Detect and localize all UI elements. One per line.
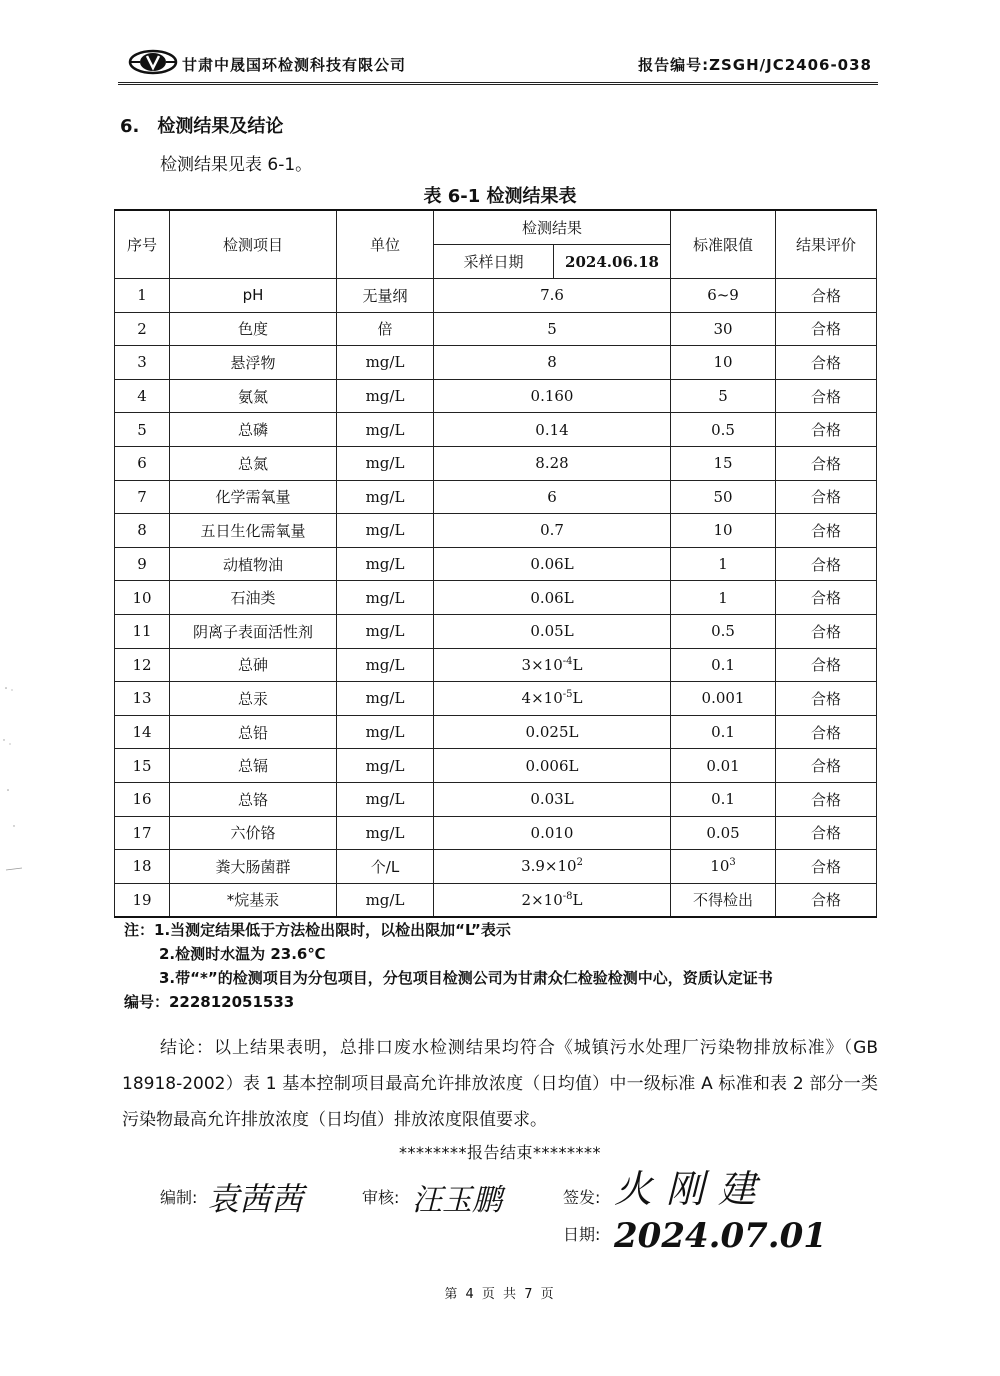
cell-limit: 0.1 (671, 648, 776, 682)
compiled-signature-image (205, 1170, 315, 1220)
header-result: 检测结果 (434, 210, 671, 245)
cell-unit: 个/L (337, 850, 434, 884)
cell-evaluation: 合格 (776, 446, 877, 480)
cell-limit: 10 (671, 346, 776, 380)
header-sample-date: 2024.06.18 (554, 245, 671, 279)
cell-seq: 19 (115, 883, 170, 917)
cell-item: 阴离子表面活性剂 (170, 614, 337, 648)
cell-limit: 0.5 (671, 413, 776, 447)
result-exponent: -5 (562, 689, 573, 701)
section-title-text: 检测结果及结论 (157, 116, 284, 137)
cell-evaluation: 合格 (776, 581, 877, 615)
table-row (115, 346, 877, 380)
result-exponent: -4 (562, 655, 573, 667)
table-row (115, 446, 877, 480)
intro-text: 检测结果见表 6-1。 (160, 155, 313, 175)
cell-evaluation: 合格 (776, 514, 877, 548)
header-sample-date-label: 采样日期 (434, 245, 554, 279)
cell-item: 总镉 (170, 749, 337, 783)
signature-date (563, 1222, 600, 1245)
cell-evaluation: 合格 (776, 379, 877, 413)
cell-result (434, 883, 671, 917)
header-limit: 标准限值 (671, 210, 776, 279)
cell-item: 五日生化需氧量 (170, 514, 337, 548)
header-unit: 单位 (337, 210, 434, 279)
date-handwriting-value: 2024.07.01 (614, 1216, 827, 1256)
result-base: 3.9×10 (521, 857, 577, 876)
cell-unit: mg/L (337, 346, 434, 380)
cell-result: 0.06L (434, 581, 671, 615)
cell-seq: 14 (115, 715, 170, 749)
reviewed-signature-name: 汪玉鹏 (412, 1183, 502, 1218)
result-base: 3×10 (521, 655, 563, 674)
table-row (115, 850, 877, 884)
table-row (115, 581, 877, 615)
cell-seq: 6 (115, 446, 170, 480)
cell-item: 化学需氧量 (170, 480, 337, 514)
cell-seq: 10 (115, 581, 170, 615)
table-row (115, 749, 877, 783)
reviewed-label: 审核: (362, 1188, 400, 1207)
cell-item: 总铬 (170, 782, 337, 816)
cell-evaluation: 合格 (776, 782, 877, 816)
cell-evaluation: 合格 (776, 413, 877, 447)
cell-item: 氨氮 (170, 379, 337, 413)
compiled-signature-name: 袁茜茜 (207, 1180, 304, 1218)
cell-limit: 0.1 (671, 715, 776, 749)
signature-reviewed (362, 1185, 399, 1208)
cell-limit: 1 (671, 581, 776, 615)
header-seq: 序号 (115, 210, 170, 279)
result-base: 4×10 (521, 689, 563, 708)
company-logo-icon (128, 50, 178, 74)
results-table-body (115, 279, 877, 918)
cell-unit: mg/L (337, 749, 434, 783)
cell-result (434, 682, 671, 716)
cell-limit: 0.5 (671, 614, 776, 648)
cell-seq: 4 (115, 379, 170, 413)
cell-limit: 5 (671, 379, 776, 413)
table-row (115, 279, 877, 313)
table-row (115, 480, 877, 514)
cell-item: 动植物油 (170, 547, 337, 581)
cell-evaluation: 合格 (776, 749, 877, 783)
cell-result: 0.160 (434, 379, 671, 413)
result-suffix: L (572, 890, 583, 909)
date-label: 日期: (563, 1225, 601, 1244)
cell-limit: 30 (671, 312, 776, 346)
cell-seq: 8 (115, 514, 170, 548)
cell-evaluation: 合格 (776, 312, 877, 346)
cell-seq: 3 (115, 346, 170, 380)
cell-item: 总砷 (170, 648, 337, 682)
result-base: 2×10 (521, 890, 563, 909)
cell-item: 总氮 (170, 446, 337, 480)
cell-result: 0.05L (434, 614, 671, 648)
compiled-label: 编制: (160, 1188, 198, 1207)
cell-limit: 50 (671, 480, 776, 514)
cell-seq: 15 (115, 749, 170, 783)
cell-limit: 15 (671, 446, 776, 480)
cell-limit: 0.001 (671, 682, 776, 716)
cell-result: 0.025L (434, 715, 671, 749)
table-row (115, 514, 877, 548)
cell-unit: mg/L (337, 480, 434, 514)
cell-limit: 0.1 (671, 782, 776, 816)
cell-unit: mg/L (337, 581, 434, 615)
cell-evaluation: 合格 (776, 614, 877, 648)
cell-unit: mg/L (337, 816, 434, 850)
report-number: 报告编号:ZSGH/JC2406-038 (638, 56, 872, 74)
cell-limit: 0.05 (671, 816, 776, 850)
cell-unit: mg/L (337, 379, 434, 413)
header-evaluation: 结果评价 (776, 210, 877, 279)
cell-item: 总磷 (170, 413, 337, 447)
conclusion-text: 结论：以上结果表明，总排口废水检测结果均符合《城镇污水处理厂污染物排放标准》（GB 18918-2002）表 1 基本控制项目最高允许排放浓度（日均值）中一级标准 A 标准和表 2 部分一类污染物最高允许排放浓度（日均值）排放浓度限值要求。 (122, 1038, 878, 1130)
cell-seq: 11 (115, 614, 170, 648)
cell-item: 色度 (170, 312, 337, 346)
cell-seq: 7 (115, 480, 170, 514)
cell-item: 悬浮物 (170, 346, 337, 380)
table-row (115, 715, 877, 749)
table-row (115, 547, 877, 581)
cell-unit: mg/L (337, 682, 434, 716)
cell-limit: 6~9 (671, 279, 776, 313)
cell-limit: 不得检出 (671, 883, 776, 917)
cell-limit (671, 850, 776, 884)
cell-evaluation: 合格 (776, 547, 877, 581)
cell-unit: mg/L (337, 648, 434, 682)
signature-issued (563, 1185, 600, 1208)
date-handwriting-image (612, 1205, 827, 1275)
cell-unit: mg/L (337, 614, 434, 648)
table-notes (124, 918, 874, 1014)
cell-seq: 5 (115, 413, 170, 447)
results-table (114, 209, 877, 918)
cell-evaluation: 合格 (776, 346, 877, 380)
cell-item: 粪大肠菌群 (170, 850, 337, 884)
cell-result: 0.14 (434, 413, 671, 447)
table-row (115, 816, 877, 850)
limit-base: 10 (710, 857, 730, 876)
cell-unit: mg/L (337, 782, 434, 816)
cell-seq: 17 (115, 816, 170, 850)
company-name: 甘肃中晟国环检测科技有限公司 (182, 56, 407, 74)
table-row (115, 648, 877, 682)
cell-result: 0.7 (434, 514, 671, 548)
result-suffix: L (572, 655, 583, 674)
cell-result: 5 (434, 312, 671, 346)
cell-result: 8.28 (434, 446, 671, 480)
cell-result: 6 (434, 480, 671, 514)
cell-evaluation: 合格 (776, 883, 877, 917)
section-title (120, 112, 283, 138)
cell-unit: mg/L (337, 413, 434, 447)
cell-item: 总汞 (170, 682, 337, 716)
cell-item: 六价铬 (170, 816, 337, 850)
header-item: 检测项目 (170, 210, 337, 279)
cell-result: 7.6 (434, 279, 671, 313)
cell-result: 8 (434, 346, 671, 380)
table-row (115, 682, 877, 716)
result-exponent: -8 (562, 890, 573, 902)
cell-evaluation: 合格 (776, 682, 877, 716)
table-row (115, 883, 877, 917)
table-row (115, 782, 877, 816)
result-suffix: L (572, 689, 583, 708)
scan-margin-marks (0, 680, 30, 880)
note-3-continued: 编号：222812051533 (124, 993, 295, 1011)
cell-evaluation: 合格 (776, 648, 877, 682)
report-end-marker: ********报告结束******** (398, 1143, 601, 1162)
cell-limit: 10 (671, 514, 776, 548)
cell-unit: mg/L (337, 715, 434, 749)
cell-seq: 9 (115, 547, 170, 581)
issued-signature-name: 火刚建 (614, 1167, 771, 1211)
notes-label: 注： (124, 921, 155, 939)
cell-unit: mg/L (337, 514, 434, 548)
cell-evaluation: 合格 (776, 850, 877, 884)
cell-result (434, 850, 671, 884)
table-row (115, 379, 877, 413)
cell-unit: mg/L (337, 547, 434, 581)
limit-exponent: 3 (729, 857, 736, 869)
note-2: 2.检测时水温为 23.6℃ (159, 945, 326, 963)
cell-item: 总铅 (170, 715, 337, 749)
page-footer: 第 4 页 共 7 页 (444, 1287, 556, 1302)
cell-result: 0.06L (434, 547, 671, 581)
cell-seq: 18 (115, 850, 170, 884)
note-1: 1.当测定结果低于方法检出限时，以检出限加“L”表示 (154, 921, 511, 939)
note-3: 3.带“*”的检测项目为分包项目，分包项目检测公司为甘肃众仁检验检测中心，资质认定证书 (159, 969, 773, 987)
cell-unit: 无量纲 (337, 279, 434, 313)
table-row (115, 614, 877, 648)
cell-unit: mg/L (337, 883, 434, 917)
cell-seq: 13 (115, 682, 170, 716)
table-row (115, 413, 877, 447)
cell-evaluation: 合格 (776, 816, 877, 850)
cell-seq: 12 (115, 648, 170, 682)
cell-unit: mg/L (337, 446, 434, 480)
cell-seq: 16 (115, 782, 170, 816)
reviewed-signature-image (410, 1172, 530, 1222)
cell-seq: 2 (115, 312, 170, 346)
cell-evaluation: 合格 (776, 715, 877, 749)
cell-item: 石油类 (170, 581, 337, 615)
table-title: 表 6-1 检测结果表 (423, 186, 577, 207)
cell-limit: 0.01 (671, 749, 776, 783)
page-header (118, 50, 878, 85)
cell-result (434, 648, 671, 682)
cell-limit: 1 (671, 547, 776, 581)
cell-seq: 1 (115, 279, 170, 313)
cell-evaluation: 合格 (776, 480, 877, 514)
result-exponent: 2 (576, 857, 583, 869)
cell-result: 0.010 (434, 816, 671, 850)
cell-item: pH (170, 279, 337, 313)
signature-compiled (160, 1185, 197, 1208)
section-number: 6. (120, 116, 140, 137)
table-row (115, 312, 877, 346)
cell-result: 0.006L (434, 749, 671, 783)
cell-unit: 倍 (337, 312, 434, 346)
cell-result: 0.03L (434, 782, 671, 816)
issued-label: 签发: (563, 1188, 601, 1207)
cell-item: *烷基汞 (170, 883, 337, 917)
cell-evaluation: 合格 (776, 279, 877, 313)
